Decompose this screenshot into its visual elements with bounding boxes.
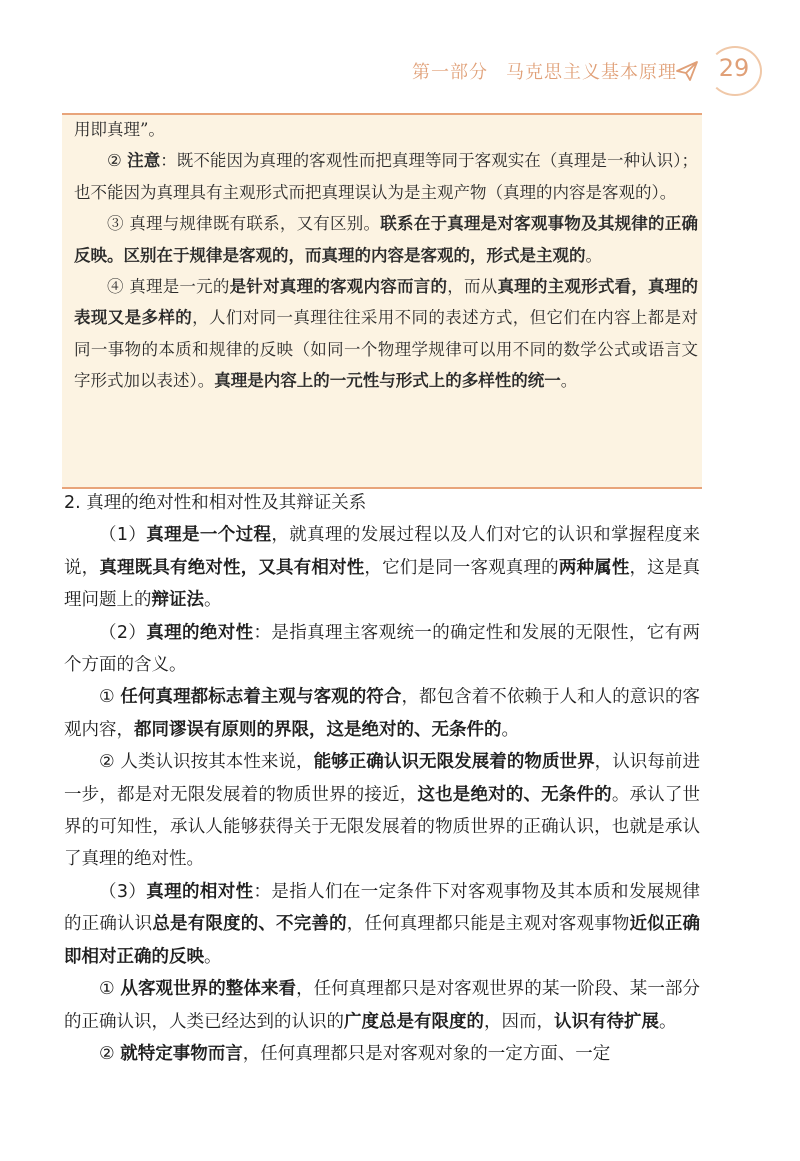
main-paragraph (64, 487, 700, 519)
text-run: ③ 真理与规律既有联系，又有区别。 (107, 214, 381, 234)
text-run: 。 (501, 719, 519, 740)
text-run: ：既不能因为真理的客观性而把真理等同于客观实在（真理是一种认识）；也不能因为真理具有主观形式而把真理误认为是主观产物（真理的内容是客观的）。 (74, 151, 699, 202)
text-run: 用即真理”。 (74, 120, 165, 139)
text-run: 。 (560, 371, 578, 391)
main-paragraph (64, 746, 700, 876)
emphasis-text: 辩证法 (151, 590, 204, 611)
text-run: ② (107, 151, 128, 171)
text-run: ，认识每前进一步，都是对无限发展着的物质世界的接近， (64, 752, 701, 805)
text-run: ① (99, 979, 121, 1000)
main-paragraph (64, 617, 700, 682)
text-run: 。 (204, 946, 222, 967)
emphasis-text: 真理既具有绝对性，又具有相对性 (99, 557, 365, 578)
emphasis-text: 真理是一个过程 (146, 525, 272, 546)
text-run: ① (99, 687, 121, 708)
emphasis-text: 真理的主观形式看，真理的表现又是多样的 (74, 277, 699, 328)
emphasis-text: 广度总是有限度的 (344, 1011, 484, 1032)
text-run: 。承认了世界的可知性，承认人能够获得关于无限发展着的物质世界的正确认识，也就是承认了真理的绝对性。 (64, 784, 701, 870)
text-run: ，就真理的发展过程以及人们对它的认识和掌握程度来说， (64, 525, 701, 578)
note-paragraph (74, 208, 698, 271)
text-run: ② 人类认识按其本性来说， (99, 752, 314, 773)
emphasis-text: 两种属性 (558, 557, 630, 578)
emphasis-text: 真理是内容上的一元性与形式上的多样性的统一 (214, 371, 561, 391)
note-text (74, 114, 698, 397)
note-paragraph (74, 271, 698, 397)
main-paragraph (64, 973, 700, 1038)
emphasis-text: 能够正确认识无限发展着的物质世界 (313, 752, 595, 773)
emphasis-text: 是针对真理的客观内容而言的 (229, 277, 448, 297)
emphasis-text: 都同谬误有原则的界限，这是绝对的、无条件的 (134, 719, 502, 740)
body-text (64, 487, 700, 1070)
text-run: ，任何真理都只是对客观世界的某一阶段、某一部分的正确认识，人类已经达到的认识的 (64, 979, 701, 1032)
emphasis-text: 这也是绝对的、无条件的 (417, 784, 612, 805)
emphasis-text: 联系在于真理是对客观事物及其规律的正确反映。区别在于规律是客观的，而真理的内容是客观的，形式是主观的 (74, 214, 699, 265)
running-header (0, 40, 800, 100)
page-number: 29 (718, 54, 750, 82)
text-run: ，它们是同一客观真理的 (364, 557, 559, 578)
text-run: （3） (99, 881, 147, 902)
text-run: ，这是真理问题上的 (64, 557, 701, 611)
header-title (412, 58, 677, 84)
text-run: ，任何真理都只能是主观对客观事物 (346, 914, 630, 935)
emphasis-text: 认识有待扩展 (554, 1011, 659, 1032)
text-run: 。 (204, 590, 222, 611)
paper-plane-icon (675, 60, 699, 82)
main-paragraph (64, 1038, 700, 1070)
text-run: ，任何真理都只是对客观对象的一定方面、一定 (242, 1043, 611, 1064)
header-chapter-title: 马克思主义基本原理 (506, 62, 677, 83)
text-run: ：是指人们在一定条件下对客观事物及其本质和发展规律的正确认识 (64, 881, 701, 935)
emphasis-text: 近似正确即相对正确的反映 (64, 914, 701, 967)
emphasis-text: 真理的绝对性 (146, 622, 254, 643)
main-paragraph (64, 876, 700, 973)
text-run: 。 (585, 245, 602, 265)
text-run: ④ 真理是一元的 (107, 277, 230, 297)
note-paragraph (74, 145, 698, 208)
text-run: ：是指真理主客观统一的确定性和发展的无限性，它有两个方面的含义。 (64, 622, 701, 676)
text-run: （1） (99, 525, 147, 546)
text-run: ，因而， (484, 1011, 554, 1032)
emphasis-text: 从客观世界的整体来看 (120, 979, 297, 1000)
text-run: ，都包含着不依赖于人和人的意识的客观内容， (64, 687, 701, 740)
emphasis-text: 真理的相对性 (146, 881, 254, 902)
text-run: ，而从 (447, 277, 498, 297)
text-run: ② (99, 1043, 121, 1064)
main-paragraph (64, 519, 700, 616)
emphasis-text: 就特定事物而言 (120, 1043, 243, 1064)
emphasis-text: 注意 (127, 151, 161, 171)
header-part: 第一部分 (412, 62, 488, 83)
emphasis-text: 任何真理都标志着主观与客观的符合 (120, 687, 402, 708)
text-run: （2） (99, 622, 147, 643)
text-run: ，人们对同一真理往往采用不同的表述方式，但它们在内容上都是对同一事物的本质和规律的反映（如同一个物理学规律可以用不同的数学公式或语言文字形式加以表述）。 (74, 308, 698, 391)
emphasis-text: 总是有限度的、不完善的 (152, 914, 347, 935)
text-run: 2. 真理的绝对性和相对性及其辩证关系 (64, 493, 367, 513)
text-run: 。 (659, 1011, 677, 1032)
note-paragraph (74, 114, 698, 145)
main-paragraph (64, 681, 700, 746)
